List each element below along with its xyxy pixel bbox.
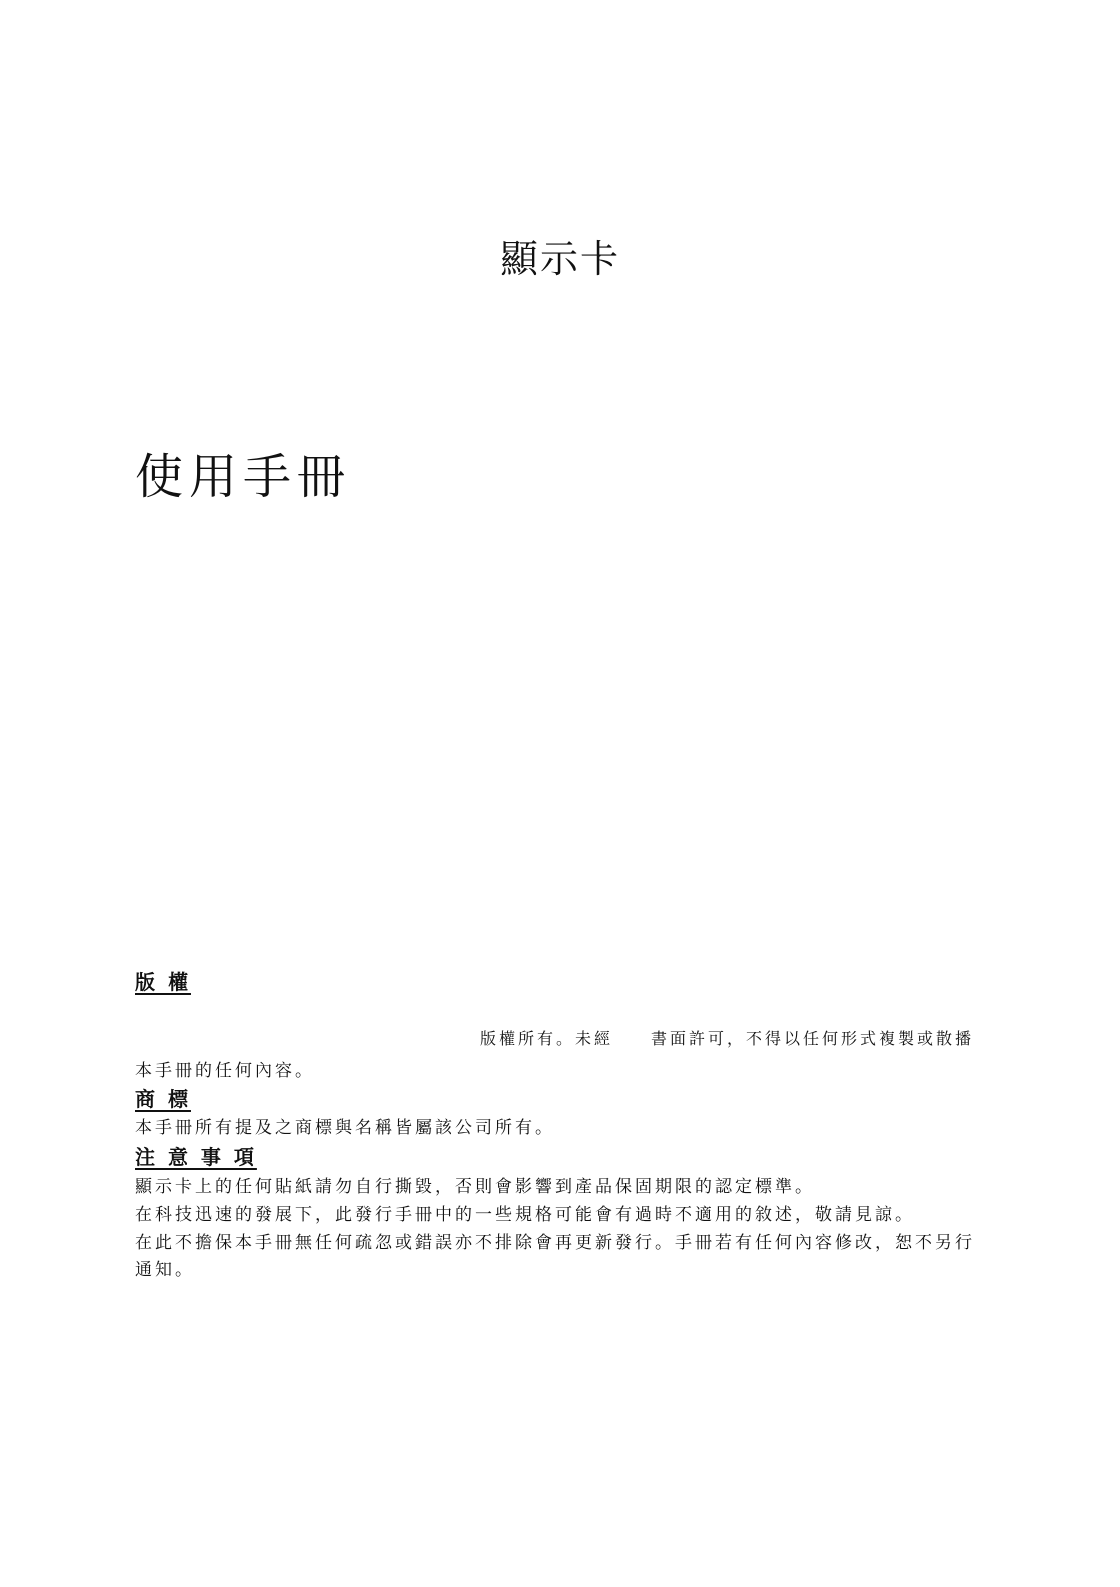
product-title: 顯示卡	[499, 237, 620, 281]
notice-heading: 注 意 事 項	[135, 1145, 257, 1169]
copyright-line-1: 版權所有。未經 書面許可，不得以任何形式複製或散播	[480, 1029, 975, 1048]
notice-line-1: 顯示卡上的任何貼紙請勿自行撕毀，否則會影響到產品保固期限的認定標準。	[135, 1177, 815, 1197]
copyright-line-2: 本手冊的任何內容。	[135, 1061, 315, 1081]
notice-line-3: 在此不擔保本手冊無任何疏忽或錯誤亦不排除會再更新發行。手冊若有任何內容修改，恕不另行	[135, 1233, 975, 1253]
trademark-line-1: 本手冊所有提及之商標與名稱皆屬該公司所有。	[135, 1118, 555, 1138]
manual-title: 使用手冊	[135, 449, 352, 505]
copyright-heading: 版 權	[135, 970, 191, 994]
notice-line-2: 在科技迅速的發展下，此發行手冊中的一些規格可能會有過時不適用的敘述，敬請見諒。	[135, 1205, 915, 1225]
notice-line-4: 通知。	[135, 1260, 195, 1280]
trademark-heading: 商 標	[135, 1087, 191, 1111]
